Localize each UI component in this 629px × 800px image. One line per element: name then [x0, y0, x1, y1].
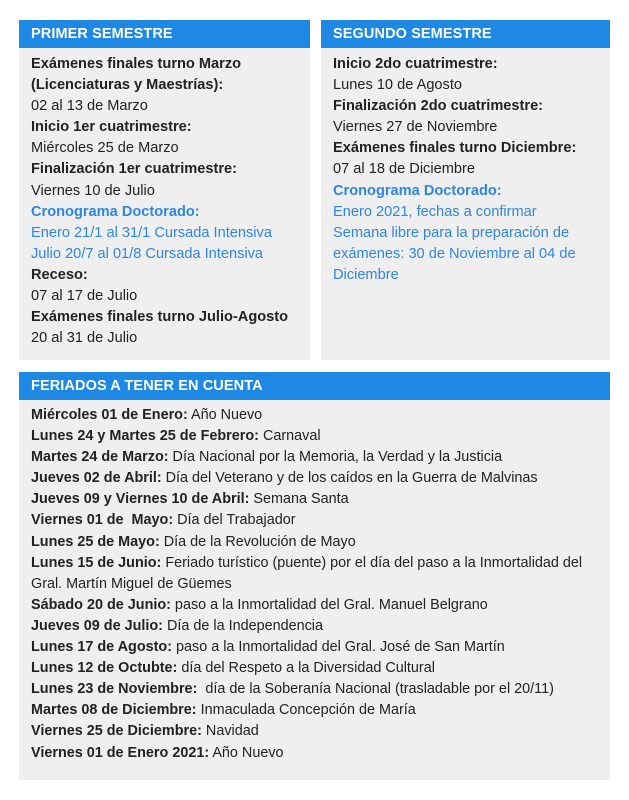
holiday-item: [31, 510, 598, 531]
holiday-date: Jueves 02 de Abril:: [31, 470, 162, 487]
holiday-item: [31, 721, 598, 742]
schedule-value: 07 al 17 de Julio: [31, 288, 138, 305]
holiday-item: [31, 700, 598, 721]
schedule-value: Diciembre: [333, 266, 399, 283]
holiday-description: Carnaval: [258, 428, 321, 445]
holiday-item: [31, 553, 598, 574]
holiday-item: [31, 405, 598, 426]
holiday-date: Viernes 01 de Enero 2021:: [31, 744, 210, 761]
holiday-description: día del Respeto a la Diversidad Cultural: [177, 660, 435, 677]
holiday-item: [31, 595, 598, 616]
schedule-value: Semana libre para la preparación de: [333, 224, 570, 241]
holiday-description: Día del Trabajador: [173, 512, 296, 529]
holiday-date: Lunes 15 de Junio:: [31, 554, 162, 571]
primer-semestre-header: PRIMER SEMESTRE: [19, 20, 310, 48]
holiday-description: día de la Soberanía Nacional (trasladable por el 20/11): [197, 681, 554, 698]
holiday-description: Feriado turístico (puente) por el día del paso a la Inmortalidad del: [161, 554, 583, 571]
holiday-item: [31, 532, 598, 553]
schedule-label: Exámenes finales turno Julio-Agosto: [31, 309, 289, 326]
schedule-value: Miércoles 25 de Marzo: [31, 140, 179, 157]
schedule-value: Viernes 27 de Noviembre: [333, 119, 498, 136]
holiday-date: Jueves 09 y Viernes 10 de Abril:: [31, 491, 250, 508]
holiday-description: Año Nuevo: [187, 407, 263, 423]
schedule-value: 07 al 18 de Diciembre: [333, 161, 475, 178]
schedule-label: Exámenes finales turno Diciembre:: [333, 140, 577, 157]
schedule-value: Enero 21/1 al 31/1 Cursada Intensiva: [31, 224, 272, 241]
holiday-description: paso a la Inmortalidad del Gral. José de San Martín: [172, 639, 505, 656]
holiday-description: Día del Veterano y de los caídos en la Guerra de Malvinas: [161, 470, 538, 487]
segundo-semestre-content: [321, 48, 610, 286]
holiday-date: Miércoles 01 de Enero:: [31, 407, 188, 423]
holiday-date: Jueves 09 de Julio:: [31, 617, 163, 634]
schedule-value: Enero 2021, fechas a confirmar: [333, 203, 537, 220]
schedule-label: Receso:: [31, 266, 88, 283]
holiday-item: [31, 447, 598, 468]
holiday-date: Lunes 12 de Octubte:: [31, 660, 178, 677]
holiday-date: Viernes 25 de Diciembre:: [31, 723, 202, 740]
schedule-label: Finalización 1er cuatrimestre:: [31, 161, 238, 178]
holiday-item: [31, 468, 598, 489]
holiday-description: Gral. Martín Miguel de Güemes: [31, 575, 232, 592]
holiday-date: Lunes 17 de Agosto:: [31, 639, 172, 656]
holiday-description: paso a la Inmortalidad del Gral. Manuel Belgrano: [170, 596, 488, 613]
schedule-label: Finalización 2do cuatrimestre:: [333, 98, 544, 115]
schedule-value: 20 al 31 de Julio: [31, 330, 138, 347]
holiday-item: [31, 679, 598, 700]
segundo-semestre-header: SEGUNDO SEMESTRE: [321, 20, 610, 48]
schedule-label: (Licenciaturas y Maestrías):: [31, 77, 224, 94]
schedule-label: Cronograma Doctorado:: [333, 182, 502, 199]
schedule-label: Exámenes finales turno Marzo: [31, 56, 242, 72]
holiday-date: Viernes 01 de Mayo:: [31, 512, 174, 529]
holiday-date: Lunes 25 de Mayo:: [31, 533, 160, 550]
primer-semestre-content: [19, 48, 310, 349]
schedule-value: Lunes 10 de Agosto: [333, 77, 463, 94]
holiday-description: Semana Santa: [249, 491, 349, 508]
schedule-value: Julio 20/7 al 01/8 Cursada Intensiva: [31, 245, 264, 262]
schedule-label: Cronograma Doctorado:: [31, 203, 200, 220]
holiday-description: Navidad: [201, 723, 259, 740]
holiday-item: [31, 574, 598, 595]
holiday-date: Sábado 20 de Junio:: [31, 596, 171, 613]
holiday-item: [31, 616, 598, 637]
holiday-description: Día Nacional por la Memoria, la Verdad y la Justicia: [168, 449, 503, 466]
feriados-panel: [19, 372, 610, 780]
holiday-date: Lunes 24 y Martes 25 de Febrero:: [31, 428, 259, 445]
schedule-value: 02 al 13 de Marzo: [31, 98, 148, 115]
holiday-item: [31, 426, 598, 447]
holiday-date: Martes 24 de Marzo:: [31, 449, 169, 466]
holiday-item: [31, 743, 598, 764]
schedule-label: Inicio 1er cuatrimestre:: [31, 119, 192, 136]
primer-semestre-panel: [19, 20, 310, 360]
schedule-label: Inicio 2do cuatrimestre:: [333, 56, 498, 72]
holiday-description: Día de la Independencia: [162, 617, 324, 634]
holiday-item: [31, 489, 598, 510]
schedule-value: Viernes 10 de Julio: [31, 182, 155, 199]
holiday-description: Año Nuevo: [209, 744, 284, 761]
holiday-date: Martes 08 de Diciembre:: [31, 702, 197, 719]
holiday-date: Lunes 23 de Noviembre:: [31, 681, 198, 698]
segundo-semestre-panel: [321, 20, 610, 360]
schedule-value: exámenes: 30 de Noviembre al 04 de: [333, 245, 576, 262]
holiday-item: [31, 658, 598, 679]
feriados-content: [19, 400, 610, 764]
holiday-description: Inmaculada Concepción de María: [196, 702, 416, 719]
holiday-item: [31, 637, 598, 658]
feriados-header: FERIADOS A TENER EN CUENTA: [19, 372, 610, 400]
holiday-description: Día de la Revolución de Mayo: [159, 533, 356, 550]
